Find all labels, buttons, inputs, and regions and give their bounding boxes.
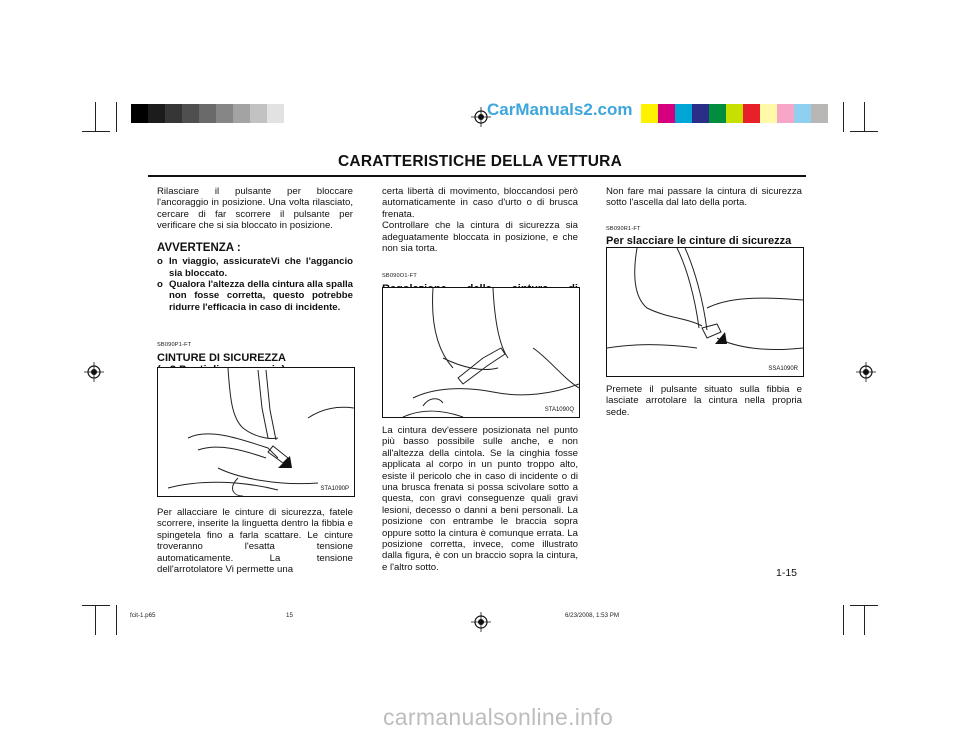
calibration-swatch <box>165 104 182 123</box>
crop-mark <box>843 605 844 635</box>
calibration-swatch <box>131 104 148 123</box>
intro-text: Rilasciare il pulsante per bloccare l'ancoraggio in posizione. Una volta rilasciato, cercare di far scorrere il pulsante per verificare che si sia bloccato in posizione. <box>157 186 353 232</box>
crop-mark <box>95 605 96 635</box>
column-3 <box>606 186 802 248</box>
crop-mark <box>850 605 878 606</box>
page-number: 1-15 <box>776 567 798 579</box>
title-rule <box>148 175 806 177</box>
crop-mark <box>850 131 878 132</box>
crop-mark <box>82 131 110 132</box>
body-text: Per allacciare le cinture di sicurezza, fatele scorrere, inserite la linguetta dentro la fibbia e spingetela fino a farla scattare. Le cinture troveranno l'esatta tensione automaticamente. La tensione dell'arrotolatore Vi permette una <box>157 507 353 576</box>
section-heading: Per slacciare le cinture di sicurezza <box>606 235 792 248</box>
crop-mark <box>864 102 865 132</box>
watermark[interactable]: carmanualsonline.info <box>383 704 614 730</box>
crop-mark <box>82 605 110 606</box>
calibration-swatch <box>233 104 250 123</box>
calibration-swatch <box>777 104 794 123</box>
calibration-swatch <box>250 104 267 123</box>
calibration-swatch <box>199 104 216 123</box>
calibration-swatch <box>760 104 777 123</box>
calibration-swatch <box>709 104 726 123</box>
calibration-swatch <box>641 104 658 123</box>
figure-label: STA1090P <box>320 486 349 492</box>
calibration-swatch <box>811 104 828 123</box>
calibration-swatch <box>794 104 811 123</box>
calibration-swatch <box>216 104 233 123</box>
crop-mark <box>843 102 844 132</box>
figure-fasten-belt <box>157 367 355 497</box>
crop-mark <box>116 605 117 635</box>
crop-mark <box>95 102 96 132</box>
column-3-body <box>606 384 802 418</box>
section-code: SB090R1-FT <box>606 225 641 232</box>
footer-datetime: 6/23/2008, 1:53 PM <box>565 612 620 619</box>
warning-item: o In viaggio, assicurateVi che l'aggancio sia bloccato. <box>157 256 353 279</box>
warning-title: AVVERTENZA : <box>157 241 241 254</box>
footer-file: fcit-1.p65 <box>130 612 156 619</box>
intro-text-2: Controllare che la cintura di sicurezza sia adeguatamente bloccata in posizione, e che non sia torta. <box>382 220 578 255</box>
figure-release-belt <box>606 247 804 377</box>
intro-text: Non fare mai passare la cintura di sicurezza sotto l'ascella dal lato della porta. <box>606 186 802 209</box>
column-2-body <box>382 425 578 573</box>
site-logo[interactable]: CarManuals2.com <box>487 100 633 119</box>
seatbelt-release-illustration <box>607 248 803 376</box>
calibration-swatch <box>675 104 692 123</box>
intro-text: certa libertà di movimento, bloccandosi però automaticamente in caso d'urto o di brusca frenata. <box>382 186 578 220</box>
section-code: SB090P1-FT <box>157 342 192 349</box>
figure-label: STA1090Q <box>544 407 574 413</box>
registration-mark-icon <box>84 362 104 382</box>
column-1-body <box>157 507 353 575</box>
warning-item: o Qualora l'altezza della cintura alla spalla non fosse corretta, questo potrebbe ridurre l'efficacia in caso di incidente. <box>157 278 353 313</box>
seatbelt-fasten-illustration <box>158 368 354 496</box>
section-code: SB090O1-FT <box>382 273 417 280</box>
body-text: Premete il pulsante situato sulla fibbia e lasciate arrotolare la cintura nella propria sede. <box>606 384 802 418</box>
calibration-swatch <box>658 104 675 123</box>
calibration-swatch <box>148 104 165 123</box>
seatbelt-adjust-illustration <box>383 288 579 417</box>
column-1 <box>157 186 353 377</box>
figure-label: SSA1090R <box>768 366 798 372</box>
crop-mark <box>864 605 865 635</box>
calibration-swatch <box>726 104 743 123</box>
registration-mark-icon <box>471 612 491 632</box>
registration-mark-icon <box>856 362 876 382</box>
warning-list <box>157 256 353 313</box>
calibration-swatch <box>267 104 284 123</box>
calibration-swatch <box>743 104 760 123</box>
body-text: La cintura dev'essere posizionata nel punto più basso possibile sulle anche, e non all'altezza della cintola. Se la cinghia fosse applicata al corpo in un punto troppo alto, esiste il pericolo che in caso di incidente o di una brusca frenata si possa scivolare sotto a questa, con gravi conseguenze quali gravi lesioni, decesso o danni a beni personali. La posizione con entrambe le braccia sopra oppure sotto la cintura è comunque errata. La posizione corretta, invece, come illustrato dalla figura, è con un braccio sopra la cintura, e l'altro sotto. <box>382 425 578 573</box>
page-title: CARATTERISTICHE DELLA VETTURA <box>338 153 622 170</box>
figure-adjust-belt <box>382 287 580 418</box>
calibration-swatch <box>692 104 709 123</box>
crop-mark <box>116 102 117 132</box>
section-heading: CINTURE DI SICUREZZA <box>157 351 286 364</box>
footer-page: 15 <box>286 612 293 619</box>
calibration-swatch <box>182 104 199 123</box>
